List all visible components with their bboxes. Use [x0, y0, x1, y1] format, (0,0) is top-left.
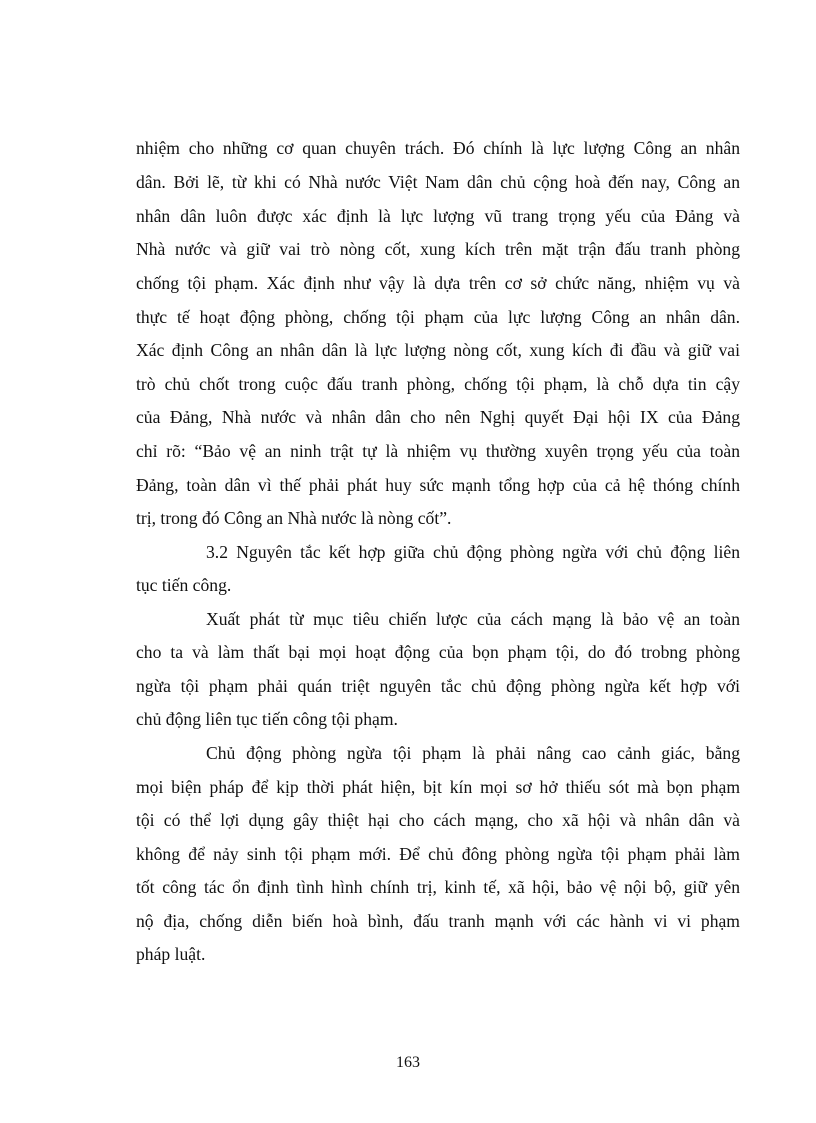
text-line: Xuất phát từ mục tiêu chiến lược của cách mạng là bảo vệ an toàn [206, 609, 740, 629]
text-line: chủ động liên tục tiến công tội phạm. [136, 709, 398, 729]
text-line: Đảng, toàn dân vì thế phải phát huy sức mạnh tổng hợp của cả hệ thóng chính [136, 475, 740, 495]
text-line: trị, trong đó Công an Nhà nước là nòng cốt”. [136, 508, 452, 528]
text-line: không để nảy sinh tội phạm mới. Để chủ đông phòng ngừa tội phạm phải làm [136, 844, 740, 864]
page-number: 163 [396, 1054, 420, 1071]
text-line: dân. Bởi lẽ, từ khi có Nhà nước Việt Nam dân chủ cộng hoà đến nay, Công an [136, 172, 740, 192]
text-line: pháp luật. [136, 944, 206, 964]
text-line: của Đảng, Nhà nước và nhân dân cho nên Nghị quyết Đại hội IX của Đảng [136, 407, 740, 427]
text-line: thực tế hoạt động phòng, chống tội phạm của lực lượng Công an nhân dân. [136, 307, 740, 327]
text-line: tội có thể lợi dụng gây thiệt hại cho cách mạng, cho xã hội và nhân dân và [136, 810, 740, 830]
text-line: Xác định Công an nhân dân là lực lượng nòng cốt, xung kích đi đầu và giữ vai [136, 340, 740, 360]
text-line: nộ địa, chống diễn biến hoà bình, đấu tranh mạnh với các hành vi vi phạm [136, 911, 740, 931]
text-line: tốt công tác ổn định tình hình chính trị, kinh tế, xã hội, bảo vệ nội bộ, giữ yên [136, 877, 740, 897]
text-line: Chủ động phòng ngừa tội phạm là phải nâng cao cảnh giác, bằng [206, 743, 740, 763]
text-line: trò chủ chốt trong cuộc đấu tranh phòng, chống tội phạm, là chỗ dựa tin cậy [136, 374, 740, 394]
text-line: chỉ rõ: “Bảo vệ an ninh trật tự là nhiệm vụ thường xuyên trọng yếu của toàn [136, 441, 740, 461]
text-line: ngừa tội phạm phải quán triệt nguyên tắc chủ động phòng ngừa kết hợp với [136, 676, 740, 696]
text-line: cho ta và làm thất bại mọi hoạt động của bọn phạm tội, do đó trobng phòng [136, 642, 740, 662]
text-line: Nhà nước và giữ vai trò nòng cốt, xung kích trên mặt trận đấu tranh phòng [136, 239, 740, 259]
text-line: tục tiến công. [136, 575, 232, 595]
text-line: chống tội phạm. Xác định như vậy là dựa trên cơ sở chức năng, nhiệm vụ và [136, 273, 740, 293]
text-line: 3.2 Nguyên tắc kết hợp giữa chủ động phòng ngừa với chủ động liên [206, 542, 740, 562]
text-line: nhiệm cho những cơ quan chuyên trách. Đó chính là lực lượng Công an nhân [136, 138, 740, 158]
text-line: nhân dân luôn được xác định là lực lượng vũ trang trọng yếu của Đảng và [136, 206, 740, 226]
text-line: mọi biện pháp để kịp thời phát hiện, bịt kín mọi sơ hở thiếu sót mà bọn phạm [136, 777, 740, 797]
